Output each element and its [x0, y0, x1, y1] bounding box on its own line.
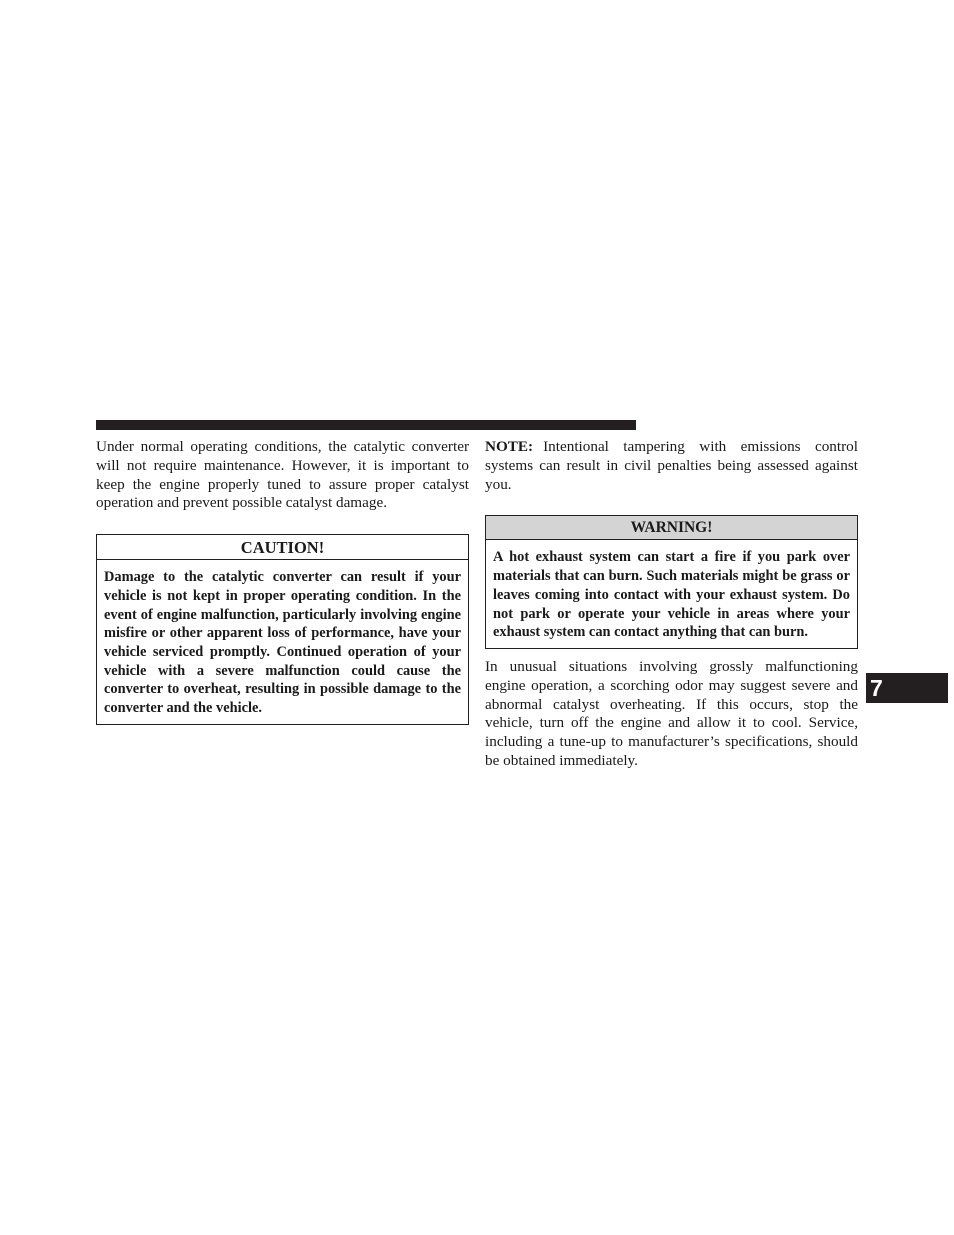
warning-box — [485, 515, 858, 649]
closing-paragraph: In unusual situations involving grossly malfunctioning engine operation, a scorching odor may suggest severe and abnormal catalyst overheating. If this occurs, stop the vehicle, turn off the engine and allow it to cool. Service, including a tune-up to manufacturer’s specifications, should be obtained immediately. — [485, 657, 858, 769]
caution-title: CAUTION! — [97, 535, 468, 560]
caution-box — [96, 534, 469, 725]
right-column — [485, 438, 858, 771]
note-paragraph — [485, 438, 858, 494]
chapter-tab: 7 — [866, 673, 948, 703]
warning-title: WARNING! — [486, 516, 857, 540]
section-divider-bar — [96, 420, 636, 430]
intro-paragraph: Under normal operating conditions, the catalytic converter will not require maintenance. However, it is important to keep the engine properly tuned to assure proper catalyst operation and prevent possible catalyst damage. — [96, 438, 469, 512]
note-label: NOTE: — [485, 438, 534, 455]
caution-body: Damage to the catalytic converter can result if your vehicle is not kept in proper operating condition. In the event of engine malfunction, particularly involving engine misfire or other apparent loss of performance, have your vehicle serviced promptly. Continued operation of your vehicle with a severe malfunction could cause the converter to overheat, resulting in possible damage to the converter and the vehicle. — [104, 569, 461, 717]
note-text: Intentional tampering with emissions control systems can result in civil penalties being assessed against you. — [485, 438, 858, 493]
warning-body: A hot exhaust system can start a fire if you park over materials that can burn. Such materials might be grass or leaves coming into contact with your exhaust system. Do not park or operate your vehicle in areas where your exhaust system can contact anything that can burn. — [493, 549, 850, 641]
left-column — [96, 438, 469, 725]
